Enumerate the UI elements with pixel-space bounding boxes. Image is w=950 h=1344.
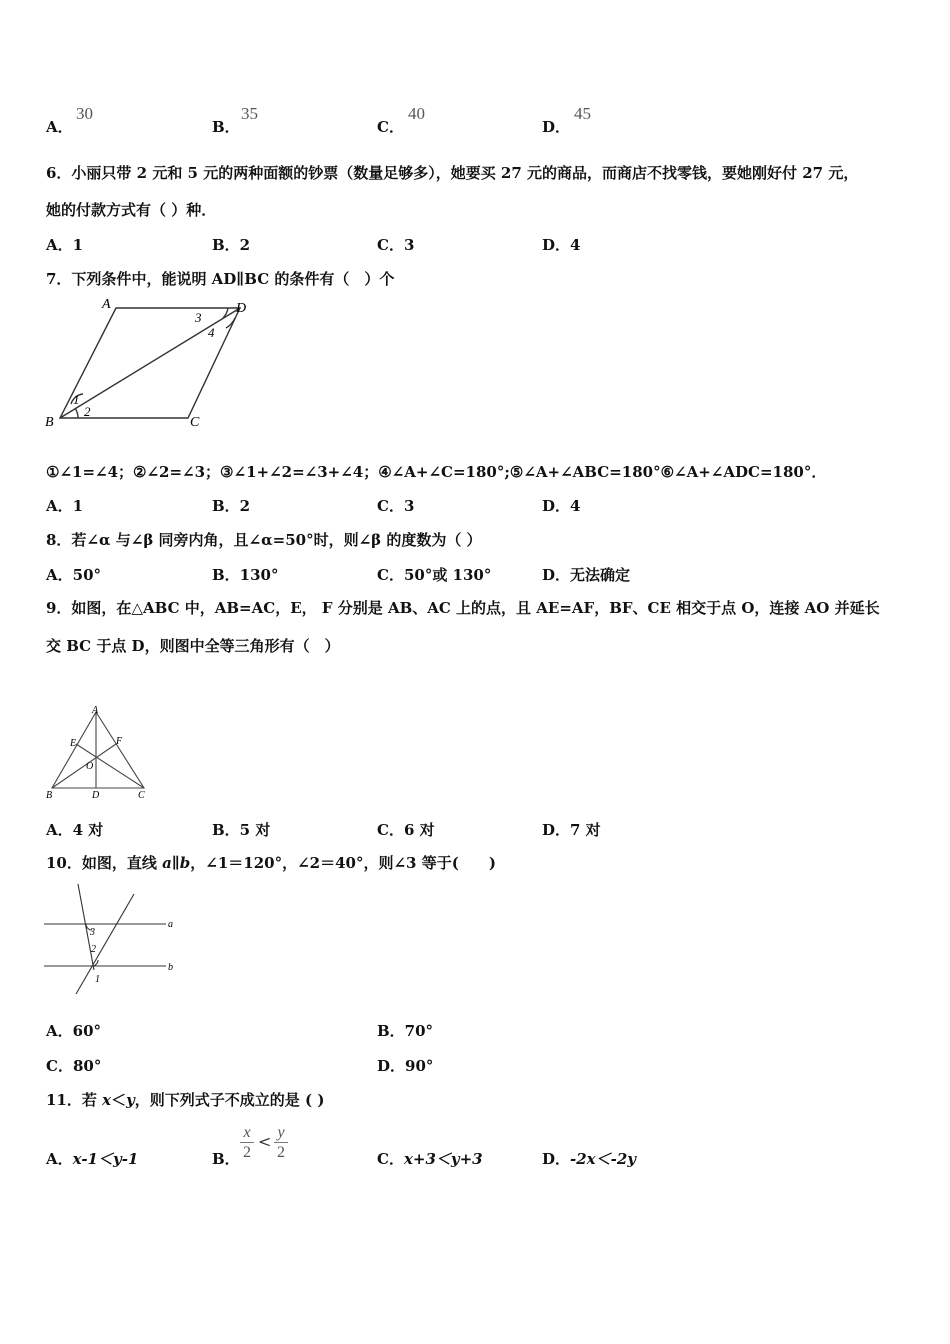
q11-stem bbox=[46, 1089, 324, 1110]
q10-angle-3: 3 bbox=[90, 927, 95, 938]
q5-option-d-value: 45 bbox=[574, 104, 591, 123]
q11-stem-pre: 11．若 bbox=[46, 1091, 103, 1109]
q9-label-a: A bbox=[92, 705, 99, 716]
q6-stem-line2: 她的付款方式有（ ）种． bbox=[46, 201, 217, 219]
q10-stem-post: ，∠1＝120°，∠2＝40°，则∠3 等于( ) bbox=[190, 854, 496, 872]
q9-triangle-figure bbox=[44, 702, 154, 802]
q7-option-c: C．3 bbox=[377, 497, 415, 515]
q11-frac2-denominator: 2 bbox=[274, 1142, 288, 1163]
q10-angle-1: 1 bbox=[95, 974, 100, 985]
q10-var-b: b bbox=[179, 854, 191, 872]
q11-frac1-denominator: 2 bbox=[240, 1142, 254, 1163]
q9-label-e: E bbox=[70, 738, 77, 749]
q10-angle-2: 2 bbox=[91, 944, 96, 955]
q11-option-a bbox=[46, 1148, 138, 1169]
q10-var-a: a bbox=[162, 854, 172, 872]
q7-angle-2: 2 bbox=[84, 404, 91, 419]
q10-option-b: B．70° bbox=[377, 1022, 434, 1040]
q9-label-o: O bbox=[86, 761, 94, 772]
q7-option-b: B．2 bbox=[212, 497, 251, 515]
q8-option-a: A．50° bbox=[46, 566, 102, 584]
q7-angle-4: 4 bbox=[208, 325, 215, 340]
q11-option-a-label: A． bbox=[46, 1150, 73, 1168]
q11-option-b-fraction-left bbox=[240, 1124, 254, 1163]
q7-parallelogram-figure bbox=[40, 292, 260, 432]
q11-option-b-label: B． bbox=[212, 1150, 240, 1168]
q10-stem bbox=[46, 852, 496, 873]
q5-option-c: C． bbox=[377, 118, 404, 136]
q10-option-a: A．60° bbox=[46, 1022, 102, 1040]
q9-option-b: B．5 对 bbox=[212, 821, 271, 839]
q10-option-c: C．80° bbox=[46, 1057, 102, 1075]
q10-stem-pre: 10．如图，直线 bbox=[46, 854, 163, 872]
q10-parallel-symbol: ∥ bbox=[171, 854, 180, 872]
q5-option-a-value: 30 bbox=[76, 104, 93, 123]
q11-option-d-label: D． bbox=[542, 1150, 571, 1168]
q6-option-a: A．1 bbox=[46, 236, 84, 254]
q10-parallel-lines-figure bbox=[40, 882, 180, 998]
q6-option-d: D．4 bbox=[542, 236, 581, 254]
q7-angle-1: 1 bbox=[73, 392, 80, 407]
q7-option-a: A．1 bbox=[46, 497, 84, 515]
q7-option-d: D．4 bbox=[542, 497, 581, 515]
q9-option-a: A．4 对 bbox=[46, 821, 104, 839]
q11-option-b-fraction-right bbox=[274, 1124, 288, 1163]
q7-stem: 7．下列条件中，能说明 AD∥BC 的条件有（ ）个 bbox=[46, 270, 395, 288]
q9-label-b: B bbox=[46, 790, 53, 801]
q11-var-y: y bbox=[126, 1091, 135, 1109]
q11-option-d-expr: -2x＜-2y bbox=[570, 1150, 636, 1168]
q11-option-b-less-than: < bbox=[258, 1132, 272, 1151]
q10-label-a: a bbox=[168, 919, 173, 930]
q7-angle-3: 3 bbox=[195, 310, 202, 325]
q9-label-d: D bbox=[92, 790, 100, 801]
q11-stem-post: ，则下列式子不成立的是 ( ) bbox=[134, 1091, 325, 1109]
q11-option-c-label: C． bbox=[377, 1150, 404, 1168]
q5-option-b: B． bbox=[212, 118, 240, 136]
q10-option-d: D．90° bbox=[377, 1057, 434, 1075]
q9-option-c: C．6 对 bbox=[377, 821, 435, 839]
q8-option-c: C．50°或 130° bbox=[377, 566, 492, 584]
q11-frac2-numerator: y bbox=[277, 1124, 285, 1141]
q11-less-than: ＜ bbox=[111, 1091, 127, 1109]
q7-label-a: A bbox=[102, 297, 111, 312]
q9-option-d: D．7 对 bbox=[542, 821, 601, 839]
q11-option-c-expr: x+3＜y+3 bbox=[403, 1150, 483, 1168]
q7-conditions: ①∠1=∠4；②∠2=∠3；③∠1+∠2=∠3+∠4；④∠A+∠C=180°;⑤∠A+∠ABC=180°⑥∠A+∠ADC=180°． bbox=[46, 463, 827, 481]
q11-option-c bbox=[377, 1148, 483, 1169]
q9-stem-line2: 交 BC 于点 D，则图中全等三角形有（ ） bbox=[46, 637, 340, 655]
q9-label-f: F bbox=[116, 736, 123, 747]
q6-option-c: C．3 bbox=[377, 236, 415, 254]
q11-option-d bbox=[542, 1148, 636, 1169]
q9-stem-line1: 9．如图，在△ABC 中，AB=AC，E， F 分别是 AB、AC 上的点，且 AE=AF，BF、CE 相交于点 O，连接 AO 并延长 bbox=[46, 599, 880, 617]
q8-option-d: D．无法确定 bbox=[542, 566, 631, 584]
q5-option-a: A． bbox=[46, 118, 73, 136]
q5-option-c-value: 40 bbox=[408, 104, 425, 123]
q11-frac1-numerator: x bbox=[243, 1124, 251, 1141]
q6-stem-line1: 6．小丽只带 2 元和 5 元的两种面额的钞票（数量足够多），她要买 27 元的商品，而商店不找零钱，要她刚好付 27 元， bbox=[46, 164, 859, 182]
q7-label-b: B bbox=[45, 415, 54, 430]
q9-label-c: C bbox=[138, 790, 145, 801]
q5-option-d: D． bbox=[542, 118, 571, 136]
q7-label-c: C bbox=[190, 415, 200, 430]
q8-stem: 8．若∠α 与∠β 同旁内角，且∠α=50°时，则∠β 的度数为（ ） bbox=[46, 531, 482, 549]
q11-option-a-expr: x-1＜y-1 bbox=[72, 1150, 139, 1168]
q11-var-x: x bbox=[102, 1091, 112, 1109]
q6-option-b: B．2 bbox=[212, 236, 251, 254]
q5-option-b-value: 35 bbox=[241, 104, 258, 123]
q8-option-b: B．130° bbox=[212, 566, 279, 584]
q7-label-d: D bbox=[236, 301, 247, 316]
q10-label-b: b bbox=[168, 962, 173, 973]
